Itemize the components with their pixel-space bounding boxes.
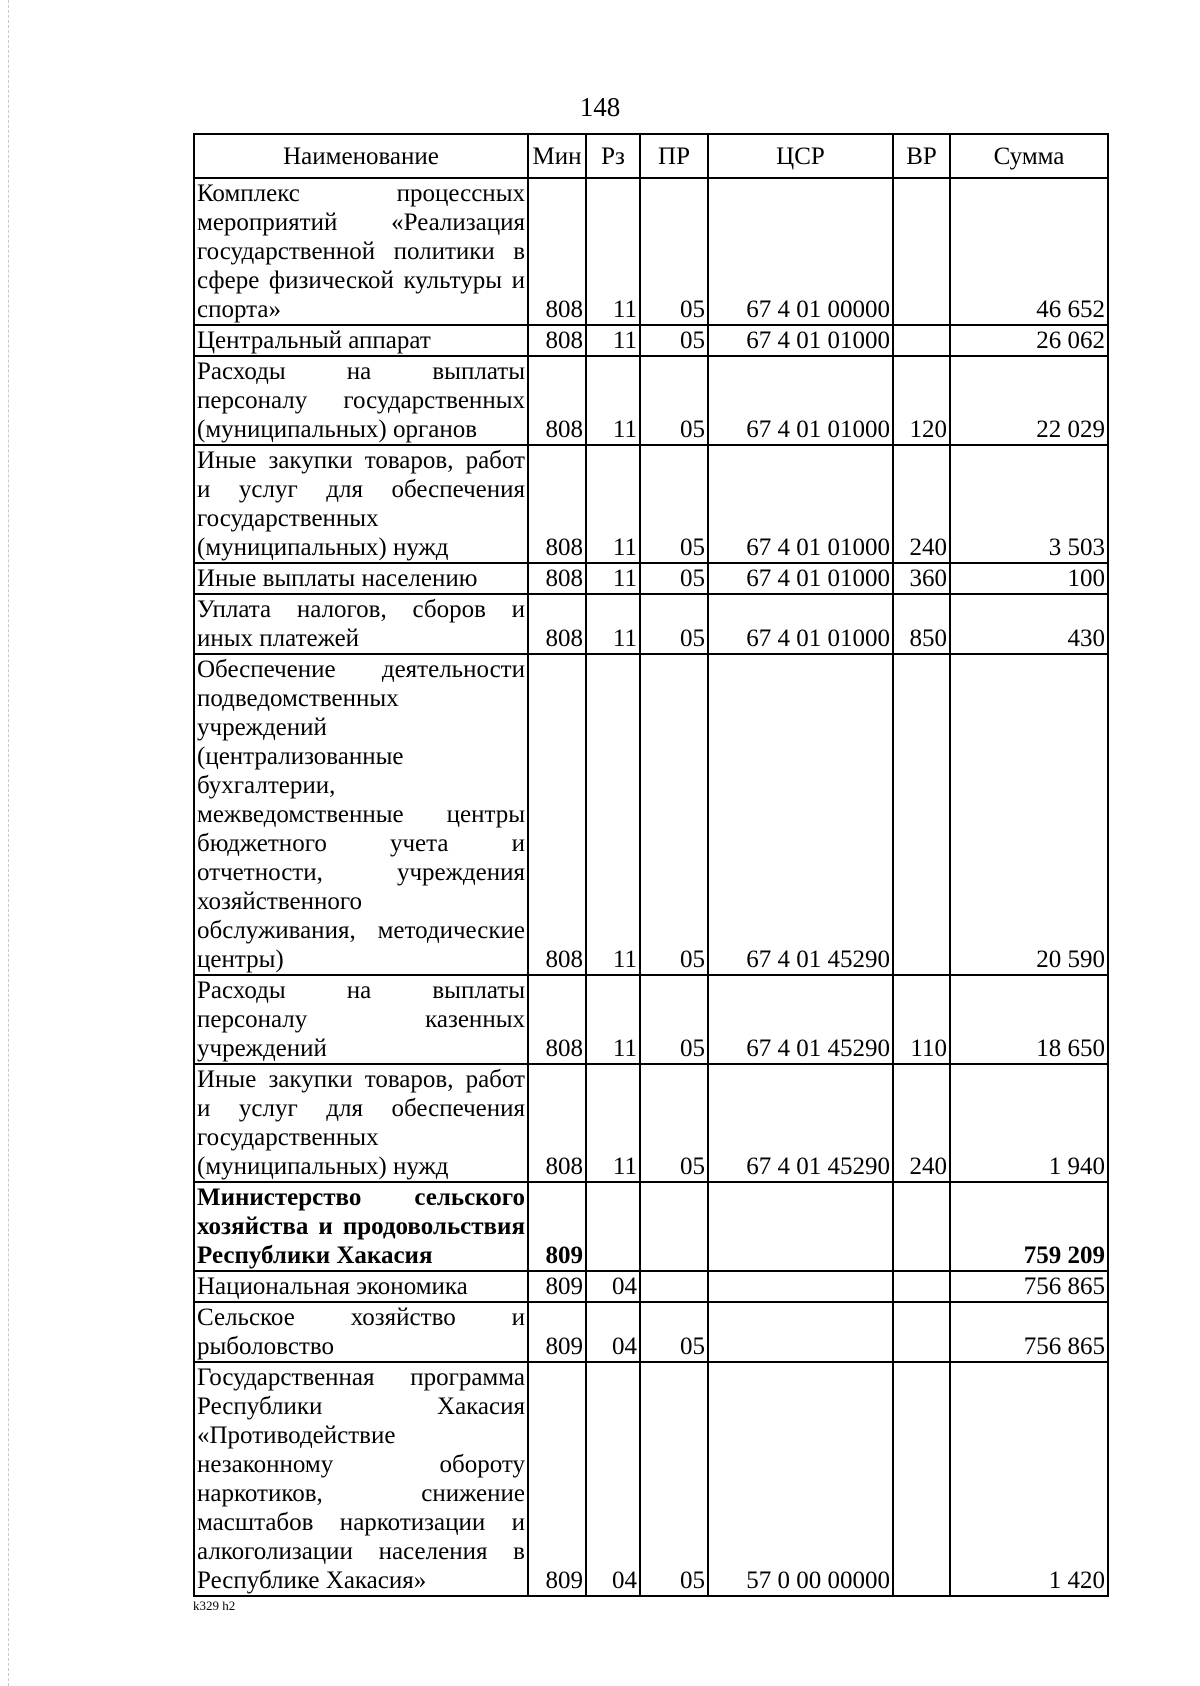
cell-min: 809 xyxy=(528,1271,586,1302)
cell-vr xyxy=(893,1362,950,1596)
cell-name: Министерство сельского хозяйства и продовольствия Республики Хакасия xyxy=(194,1182,528,1271)
cell-name: Расходы на выплаты персоналу казенных учреждений xyxy=(194,975,528,1064)
cell-csr: 67 4 01 45290 xyxy=(708,654,893,975)
table-body xyxy=(194,178,1108,1596)
cell-csr xyxy=(708,1182,893,1271)
cell-rz xyxy=(586,1182,640,1271)
table-row xyxy=(194,1064,1108,1182)
cell-name: Сельское хозяйство и рыболовство xyxy=(194,1302,528,1362)
cell-name: Комплекс процессных мероприятий «Реализация государственной политики в сфере физической культуры и спорта» xyxy=(194,178,528,325)
cell-rz: 04 xyxy=(586,1271,640,1302)
header-name: Наименование xyxy=(194,134,528,178)
cell-csr: 57 0 00 00000 xyxy=(708,1362,893,1596)
cell-pr: 05 xyxy=(640,975,708,1064)
cell-csr: 67 4 01 01000 xyxy=(708,356,893,445)
cell-sum: 46 652 xyxy=(950,178,1108,325)
cell-pr: 05 xyxy=(640,1362,708,1596)
cell-sum: 3 503 xyxy=(950,445,1108,563)
cell-pr xyxy=(640,1182,708,1271)
cell-name: Государственная программа Республики Хакасия «Противодействие незаконному обороту наркотиков, снижение масштабов наркотизации и алкоголизации населения в Республике Хакасия» xyxy=(194,1362,528,1596)
cell-csr: 67 4 01 01000 xyxy=(708,445,893,563)
cell-vr xyxy=(893,178,950,325)
cell-min: 808 xyxy=(528,1064,586,1182)
cell-sum: 756 865 xyxy=(950,1271,1108,1302)
cell-vr xyxy=(893,1302,950,1362)
cell-min: 808 xyxy=(528,563,586,594)
cell-sum: 756 865 xyxy=(950,1302,1108,1362)
cell-rz: 11 xyxy=(586,445,640,563)
table-row xyxy=(194,445,1108,563)
cell-csr: 67 4 01 00000 xyxy=(708,178,893,325)
cell-name: Национальная экономика xyxy=(194,1271,528,1302)
table-row xyxy=(194,594,1108,654)
cell-vr: 240 xyxy=(893,1064,950,1182)
cell-pr: 05 xyxy=(640,325,708,356)
cell-min: 808 xyxy=(528,654,586,975)
table-row xyxy=(194,178,1108,325)
cell-min: 808 xyxy=(528,445,586,563)
cell-sum: 759 209 xyxy=(950,1182,1108,1271)
cell-rz: 04 xyxy=(586,1362,640,1596)
cell-pr: 05 xyxy=(640,178,708,325)
cell-pr: 05 xyxy=(640,1302,708,1362)
cell-min: 809 xyxy=(528,1302,586,1362)
cell-vr xyxy=(893,654,950,975)
cell-pr: 05 xyxy=(640,1064,708,1182)
table-row xyxy=(194,975,1108,1064)
table-row xyxy=(194,1302,1108,1362)
cell-min: 808 xyxy=(528,178,586,325)
cell-rz: 11 xyxy=(586,178,640,325)
cell-name: Расходы на выплаты персоналу государственных (муниципальных) органов xyxy=(194,356,528,445)
cell-csr xyxy=(708,1271,893,1302)
cell-vr xyxy=(893,325,950,356)
cell-pr: 05 xyxy=(640,594,708,654)
table-row xyxy=(194,1271,1108,1302)
cell-vr: 360 xyxy=(893,563,950,594)
cell-name: Иные закупки товаров, работ и услуг для обеспечения государственных (муниципальных) нужд xyxy=(194,1064,528,1182)
cell-min: 808 xyxy=(528,975,586,1064)
header-csr: ЦСР xyxy=(708,134,893,178)
table-row xyxy=(194,356,1108,445)
cell-min: 809 xyxy=(528,1362,586,1596)
cell-pr xyxy=(640,1271,708,1302)
cell-name: Уплата налогов, сборов и иных платежей xyxy=(194,594,528,654)
cell-rz: 11 xyxy=(586,356,640,445)
cell-rz: 11 xyxy=(586,594,640,654)
cell-min: 808 xyxy=(528,594,586,654)
header-vr: ВР xyxy=(893,134,950,178)
cell-rz: 11 xyxy=(586,563,640,594)
table-row xyxy=(194,563,1108,594)
cell-vr xyxy=(893,1271,950,1302)
cell-min: 808 xyxy=(528,356,586,445)
cell-vr: 240 xyxy=(893,445,950,563)
table-row xyxy=(194,1362,1108,1596)
cell-csr: 67 4 01 01000 xyxy=(708,325,893,356)
table-row xyxy=(194,1182,1108,1271)
cell-pr: 05 xyxy=(640,445,708,563)
table-header-row xyxy=(194,134,1108,178)
scan-edge-line xyxy=(8,0,9,1686)
cell-csr: 67 4 01 01000 xyxy=(708,563,893,594)
budget-table xyxy=(193,133,1109,1597)
header-min: Мин xyxy=(528,134,586,178)
cell-sum: 1 940 xyxy=(950,1064,1108,1182)
cell-csr xyxy=(708,1302,893,1362)
cell-sum: 26 062 xyxy=(950,325,1108,356)
table-row xyxy=(194,325,1108,356)
cell-vr: 850 xyxy=(893,594,950,654)
cell-rz: 11 xyxy=(586,1064,640,1182)
cell-sum: 20 590 xyxy=(950,654,1108,975)
cell-vr: 110 xyxy=(893,975,950,1064)
cell-pr: 05 xyxy=(640,356,708,445)
cell-min: 809 xyxy=(528,1182,586,1271)
cell-vr: 120 xyxy=(893,356,950,445)
cell-name: Иные выплаты населению xyxy=(194,563,528,594)
cell-rz: 04 xyxy=(586,1302,640,1362)
cell-sum: 100 xyxy=(950,563,1108,594)
cell-pr: 05 xyxy=(640,563,708,594)
cell-min: 808 xyxy=(528,325,586,356)
cell-sum: 1 420 xyxy=(950,1362,1108,1596)
cell-sum: 18 650 xyxy=(950,975,1108,1064)
cell-sum: 22 029 xyxy=(950,356,1108,445)
cell-name: Иные закупки товаров, работ и услуг для обеспечения государственных (муниципальных) нужд xyxy=(194,445,528,563)
cell-sum: 430 xyxy=(950,594,1108,654)
cell-name: Обеспечение деятельности подведомственных учреждений (централизованные бухгалтерии, межведомственные центры бюджетного учета и отчетности, учреждения хозяйственного обслуживания, методические центры) xyxy=(194,654,528,975)
cell-csr: 67 4 01 45290 xyxy=(708,1064,893,1182)
footer-code: k329 h2 xyxy=(193,1598,236,1613)
cell-csr: 67 4 01 01000 xyxy=(708,594,893,654)
table-row xyxy=(194,654,1108,975)
cell-rz: 11 xyxy=(586,654,640,975)
header-pr: ПР xyxy=(640,134,708,178)
header-rz: Рз xyxy=(586,134,640,178)
cell-name: Центральный аппарат xyxy=(194,325,528,356)
page-number: 148 xyxy=(579,92,621,122)
cell-vr xyxy=(893,1182,950,1271)
cell-rz: 11 xyxy=(586,325,640,356)
cell-rz: 11 xyxy=(586,975,640,1064)
cell-csr: 67 4 01 45290 xyxy=(708,975,893,1064)
header-sum: Сумма xyxy=(950,134,1108,178)
cell-pr: 05 xyxy=(640,654,708,975)
